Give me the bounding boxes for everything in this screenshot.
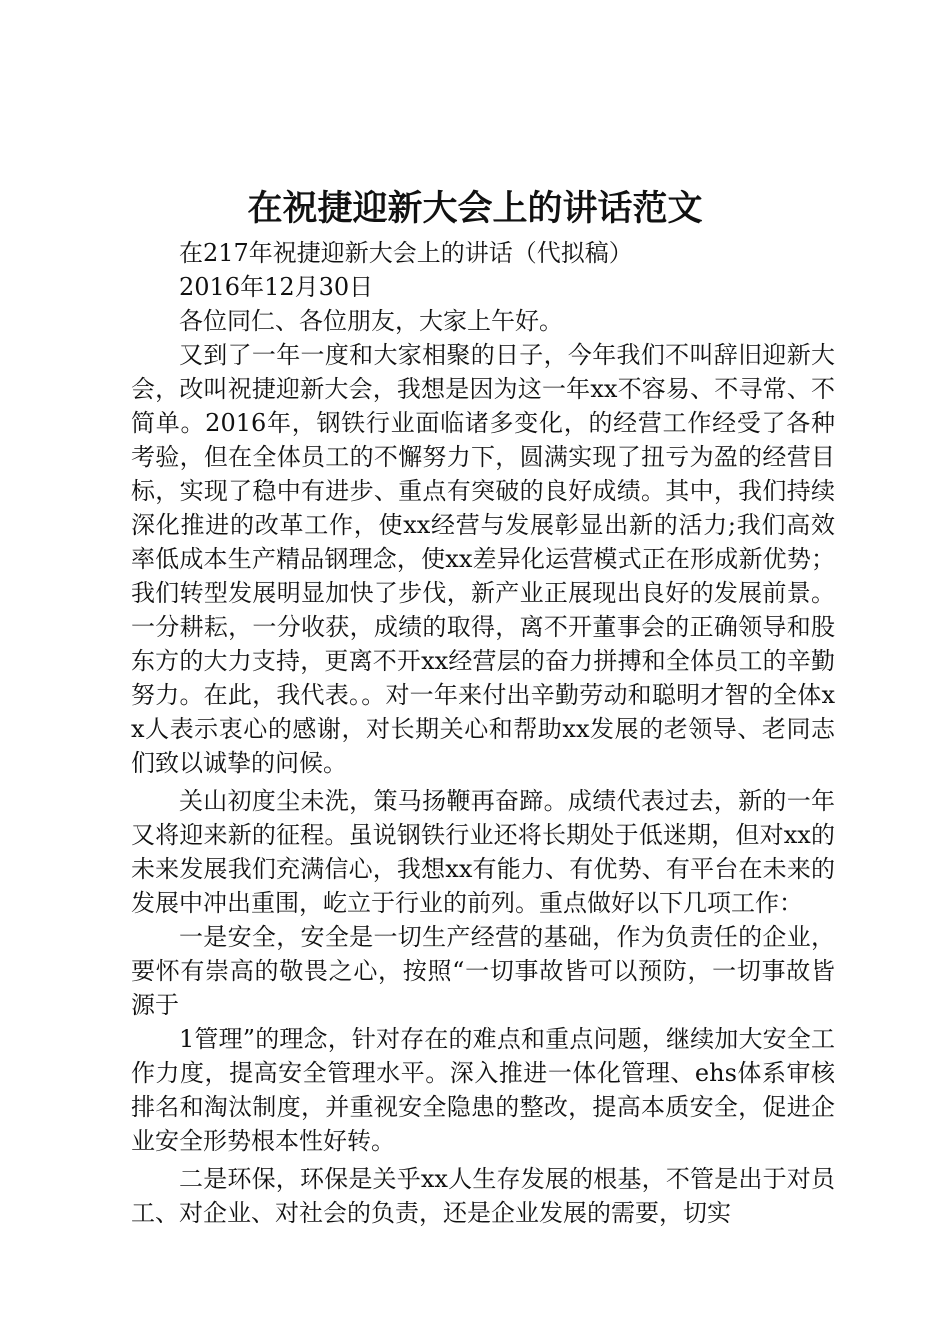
body-paragraph: 1管理”的理念，针对存在的难点和重点问题，继续加大安全工作力度，提高安全管理水平。深入推进一体化管理、ehs体系审核排名和淘汰制度，并重视安全隐患的整改，提高本质安全，促进企业安全形势根本性好转。 bbox=[131, 1025, 835, 1155]
date-line: 2016年12月30日 bbox=[179, 273, 374, 301]
body-paragraph: 一是安全，安全是一切生产经营的基础，作为负责任的企业，要怀有崇高的敬畏之心，按照“一切事故皆可以预防，一切事故皆源于 bbox=[131, 923, 835, 1019]
body-paragraph: 又到了一年一度和大家相聚的日子，今年我们不叫辞旧迎新大会，改叫祝捷迎新大会，我想是因为这一年xx不容易、不寻常、不简单。2016年，钢铁行业面临诸多变化，的经营工作经受了各种考验，但在全体员工的不懈努力下，圆满实现了扭亏为盈的经营目标，实现了稳中有进步、重点有突破的良好成绩。其中，我们持续深化推进的改革工作，使xx经营与发展彰显出新的活力;我们高效率低成本生产精品钢理念，使xx差异化运营模式正在形成新优势；我们转型发展明显加快了步伐，新产业正展现出良好的发展前景。一分耕耘，一分收获，成绩的取得，离不开董事会的正确领导和股东方的大力支持，更离不开xx经营层的奋力拼搏和全体员工的辛勤努力。在此，我代表。。对一年来付出辛勤劳动和聪明才智的全体xx人表示衷心的感谢，对长期关心和帮助xx发展的老领导、老同志们致以诚挚的问候。 bbox=[131, 341, 835, 777]
greeting-paragraph: 各位同仁、各位朋友，大家上午好。 bbox=[179, 307, 563, 335]
body-paragraph: 二是环保，环保是关乎xx人生存发展的根基，不管是出于对员工、对企业、对社会的负责，还是企业发展的需要，切实 bbox=[131, 1165, 835, 1227]
body-paragraph: 关山初度尘未洗，策马扬鞭再奋蹄。成绩代表过去，新的一年又将迎来新的征程。虽说钢铁行业还将长期处于低迷期，但对xx的未来发展我们充满信心，我想xx有能力、有优势、有平台在未来的发展中冲出重围，屹立于行业的前列。重点做好以下几项工作： bbox=[131, 787, 835, 917]
document-body bbox=[131, 236, 835, 1230]
document-title: 在祝捷迎新大会上的讲话范文 bbox=[247, 188, 703, 229]
subtitle-line: 在217年祝捷迎新大会上的讲话（代拟稿） bbox=[179, 239, 633, 267]
